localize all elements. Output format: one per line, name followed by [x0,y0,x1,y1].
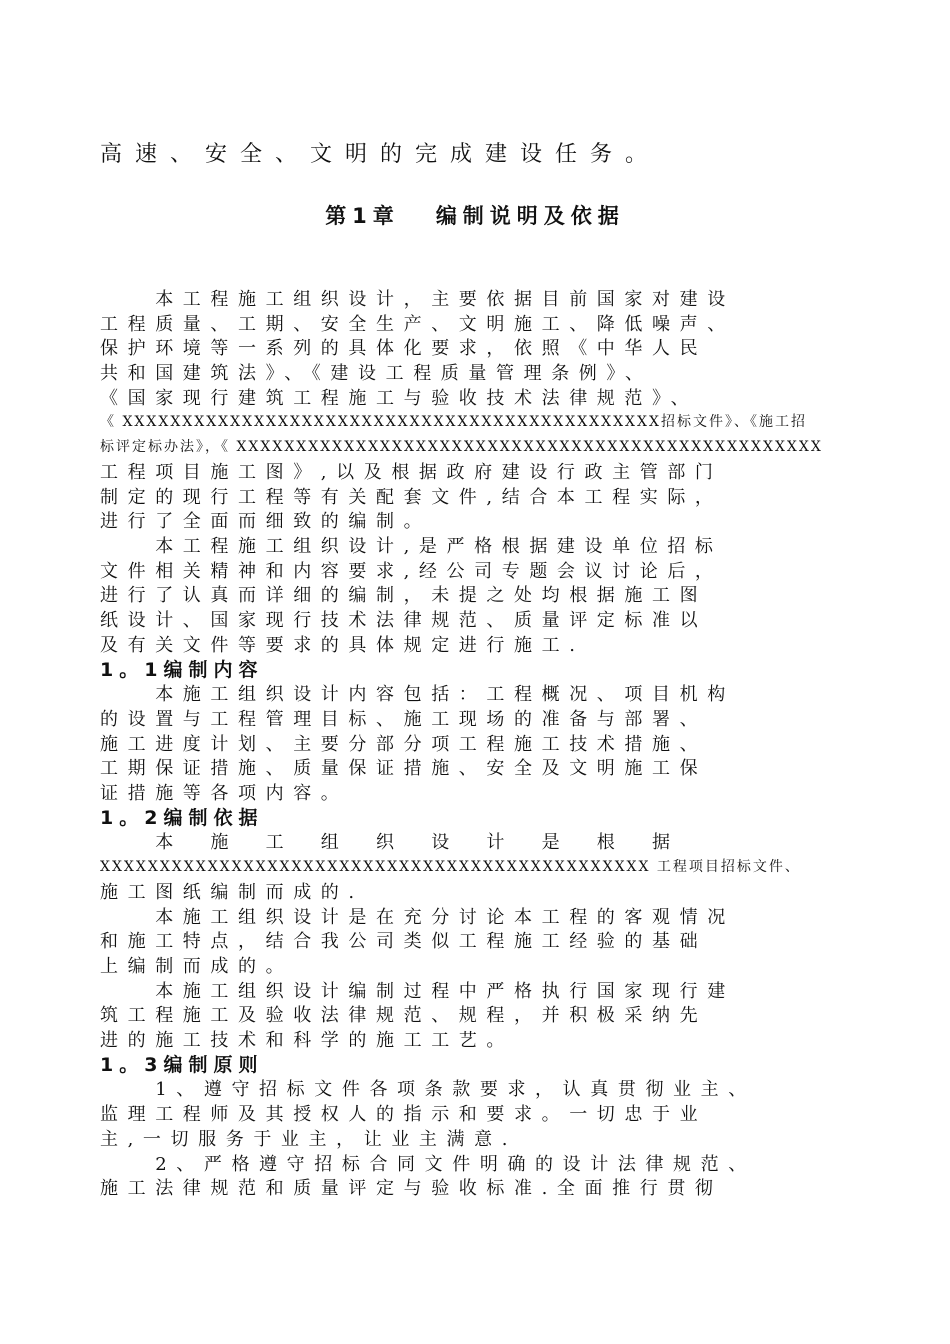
section-line: 施工进度计划、主要分部分项工程施工技术措施、 [100,734,708,755]
section-line: 本施工组织设计内容包括：工程概况、项目机构 [100,684,735,705]
section-line: 施工图纸编制而成的. [100,882,364,903]
section-line: 本施工组织设计是在充分讨论本工程的客观情况 [100,907,735,928]
section-heading: 1。3编制原则 [100,1054,264,1076]
section-line: 工期保证措施、质量保证措施、安全及文明施工保 [100,758,708,779]
intro-line: 进行了全面而细致的编制。 [100,511,432,532]
intro-line: 文件相关精神和内容要求,经公司专题会议讨论后， [100,561,723,582]
section-heading: 1。2编制依据 [100,807,264,829]
lead-line: 高速、安全、文明的完成建设任务。 [100,142,661,167]
section-line: 的设置与工程管理目标、施工现场的准备与部署、 [100,709,708,730]
section-line: 2、严格遵守招标合同文件明确的设计法律规范、 [100,1154,756,1175]
intro-line: 工程项目施工图》,以及根据政府建设行政主管部门 [100,462,723,483]
intro-line: 本工程施工组织设计,是严格根据建设单位招标 [100,536,723,557]
section-line: 证措施等各项内容。 [100,783,349,804]
section-line: 监理工程师及其授权人的指示和要求。一切忠于业 [100,1104,708,1125]
section-line: 施工法律规范和质量评定与验收标准.全面推行贯彻 [100,1178,723,1199]
section-line: 上编制而成的。 [100,956,294,977]
section-line: XXXXXXXXXXXXXXXXXXXXXXXXXXXXXXXXXXXXXXXXXXXXXX 工程项目招标文件、 [100,859,801,875]
section-line: 和施工特点，结合我公司类似工程施工经验的基础 [100,931,708,952]
intro-line: 保护环境等一系列的具体化要求，依照《中华人民 [100,338,708,359]
intro-line: 本工程施工组织设计，主要依据目前国家对建设 [100,289,735,310]
section-line: 主,一切服务于业主，让业主满意. [100,1129,518,1150]
intro-line: 《国家现行建筑工程施工与验收技术法律规范》、 [100,388,699,409]
section-heading: 1。1编制内容 [100,659,264,681]
section-line: 本 施 工 组 织 设 计 是 根 据 [100,832,680,853]
chapter-name: 编制说明及依据 [435,204,625,228]
intro-line: 标评定标办法》，《 XXXXXXXXXXXXXXXXXXXXXXXXXXXXXXXXXXXXXXXXXXXXXXXXX [100,439,823,455]
intro-line: 制定的现行工程等有关配套文件,结合本工程实际， [100,487,723,508]
intro-line: 及有关文件等要求的具体规定进行施工. [100,635,585,656]
section-line: 进的施工技术和科学的施工工艺。 [100,1030,514,1051]
section-line: 本施工组织设计编制过程中严格执行国家现行建 [100,981,735,1002]
intro-line: 《 XXXXXXXXXXXXXXXXXXXXXXXXXXXXXXXXXXXXXXXXXXXXX招标文件》、《施工招 [100,414,807,430]
intro-line: 工程质量、工期、安全生产、文明施工、降低噪声、 [100,314,735,335]
section-line: 筑工程施工及验收法律规范、规程，并积极采纳先 [100,1005,708,1026]
chapter-number: 第1章 [325,204,400,228]
section-line: 1、遵守招标文件各项条款要求，认真贯彻业主、 [100,1079,756,1100]
intro-line: 进行了认真而详细的编制，未提之处均根据施工图 [100,585,708,606]
intro-line: 共和国建筑法》、《建设工程质量管理条例》、 [100,363,653,384]
chapter-title [0,200,950,230]
intro-line: 纸设计、国家现行技术法律规范、质量评定标准以 [100,610,708,631]
